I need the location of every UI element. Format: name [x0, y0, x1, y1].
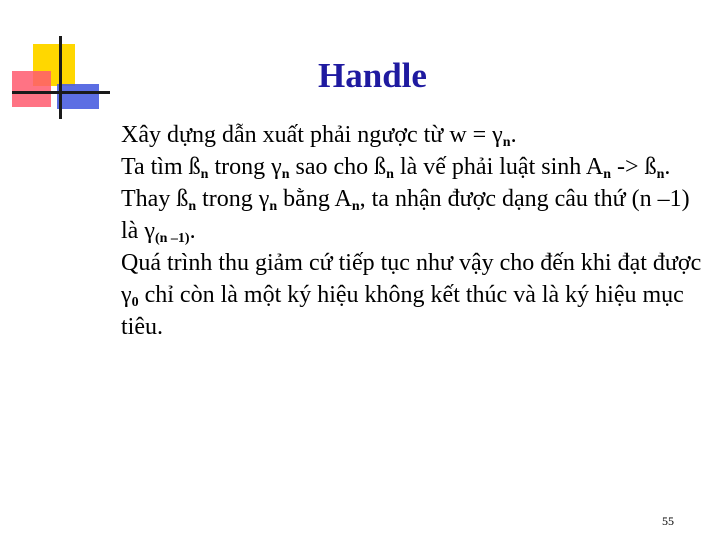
subscript: n	[200, 167, 209, 182]
text-run: trong γ	[208, 154, 282, 180]
text-run: -> ß	[611, 154, 657, 180]
subscript: n	[603, 167, 612, 182]
decor-blue-square	[57, 84, 99, 109]
paragraph	[121, 119, 711, 151]
decor-horizontal-line	[12, 91, 110, 94]
text-run: sao cho ß	[289, 154, 387, 180]
slide-body	[121, 119, 711, 343]
text-run: .	[189, 218, 196, 244]
text-run: Quá trình thu giảm cứ tiếp tục như vậy cho đến khi đạt được γ	[121, 250, 702, 308]
paragraph	[121, 247, 711, 343]
subscript: n	[656, 167, 665, 182]
subscript: n	[386, 167, 394, 182]
subscript: n	[281, 167, 290, 182]
text-run: Ta tìm ß	[121, 154, 201, 180]
slide-title: Handle	[318, 56, 427, 95]
text-run: là vế phải luật sinh A	[393, 154, 604, 180]
text-run: Thay ß	[121, 186, 189, 212]
subscript: n	[502, 135, 511, 150]
text-run: .	[664, 154, 671, 180]
text-run: , ta nhận được dạng câu thứ (n –1) là γ	[121, 186, 690, 244]
text-run: trong γ	[196, 186, 270, 212]
text-run: chỉ còn là một ký hiệu không kết thúc và là ký hiệu mục tiêu.	[121, 282, 684, 340]
subscript: 0	[131, 295, 139, 310]
page-number: 55	[662, 514, 674, 528]
subscript: n	[188, 199, 197, 214]
paragraph	[121, 183, 711, 247]
subscript: (n –1)	[154, 231, 190, 246]
text-run: bằng A	[277, 186, 352, 212]
decor-vertical-line	[59, 36, 62, 119]
subscript: n	[269, 199, 278, 214]
text-run: .	[510, 122, 517, 148]
text-run: Xây dựng dẫn xuất phải ngược từ w = γ	[121, 122, 503, 148]
decor-red-square	[12, 71, 51, 107]
paragraph	[121, 151, 711, 183]
subscript: n	[351, 199, 360, 214]
